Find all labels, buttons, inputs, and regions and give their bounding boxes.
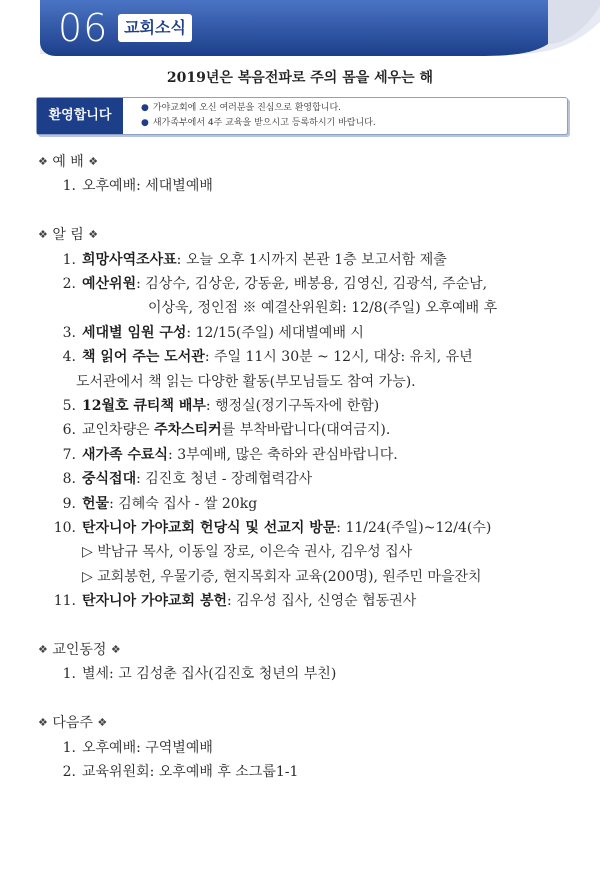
section-header-banner [0,0,600,60]
list-item: 8. 중식접대: 김진호 청년 - 장례협력감사 [62,471,313,488]
welcome-lines [141,101,376,131]
diamond-icon: ❖ [38,643,48,657]
diamond-icon: ❖ [38,716,48,730]
list-item: 7. 새가족 수료식: 3부예배, 많은 축하와 관심바랍니다. [62,446,398,463]
section-title: 교회소식 [118,14,192,42]
list-item: 1. 희망사역조사표: 오늘 오후 1시까지 본관 1층 보고서함 제출 [62,251,447,268]
list-item: 3. 세대별 임원 구성: 12/15(주일) 세대별예배 시 [62,324,364,341]
list-item: 9. 헌물: 김혜숙 집사 - 쌀 20kg [62,495,258,512]
welcome-box [36,97,568,135]
diamond-icon: ❖ [97,716,108,730]
section-heading-next-week: ❖ 다음주 ❖ [38,715,108,732]
welcome-label: 환영합니다 [37,98,123,134]
section-heading-members: ❖ 교인동정 ❖ [38,642,121,659]
list-item: 2. 교육위원회: 오후예배 후 소그룹1-1 [62,764,299,781]
list-item: 2. 예산위원: 김상수, 김상운, 강동윤, 배봉용, 김영신, 김광석, 주순남, [62,275,488,292]
list-item-continuation: 도서관에서 책 읽는 다양한 활동(부모님들도 참여 가능). [76,373,416,390]
bullet-icon: ● [141,118,149,128]
section-number: 06 [58,6,109,50]
section-heading-worship: ❖ 예 배 ❖ [38,154,99,170]
welcome-line: ● 가야교회에 오신 여러분을 진심으로 환영합니다. [141,103,342,113]
list-item: 6. 교인차량은 주차스티커를 부착바랍니다(대여금지). [62,422,391,439]
diamond-icon: ❖ [88,155,99,168]
list-item: 1. 오후예배: 구역별예배 [62,739,213,756]
welcome-line: ● 새가족부에서 4주 교육을 받으시고 등록하시기 바랍니다. [141,118,376,128]
year-motto: 2019년은 복음전파로 주의 몸을 세우는 해 [166,70,434,86]
list-item: 5. 12월호 큐티책 배부: 행정실(정기구독자에 한함) [62,398,380,415]
list-item: 1. 오후예배: 세대별예배 [62,178,213,195]
list-item: 10. 탄자니아 가야교회 헌당식 및 선교지 방문: 11/24(주일)~12/4(수) [53,520,492,537]
list-item: 4. 책 읽어 주는 도서관: 주일 11시 30분 ~ 12시, 대상: 유치, 유년 [62,349,473,366]
section-heading-notices: ❖ 알 림 ❖ [38,227,99,244]
list-item-continuation: 이상욱, 정인점 ※ 예결산위원회: 12/8(주일) 오후예배 후 [148,300,498,317]
diamond-icon: ❖ [88,228,99,242]
bullet-icon: ● [141,103,149,113]
list-item: 1. 별세: 고 김성춘 집사(김진호 청년의 부친) [62,666,337,683]
diamond-icon: ❖ [38,155,48,168]
diamond-icon: ❖ [38,228,48,242]
sub-item: ▷ 박남규 목사, 이동일 장로, 이은숙 권사, 김우성 집사 [82,544,413,561]
list-item: 11. 탄자니아 가야교회 봉헌: 김우성 집사, 신영순 협동권사 [53,593,417,610]
sub-item: ▷ 교회봉헌, 우물기증, 현지목회자 교육(200명), 원주민 마을잔치 [82,568,482,585]
diamond-icon: ❖ [110,643,121,657]
bulletin-content [38,150,578,784]
